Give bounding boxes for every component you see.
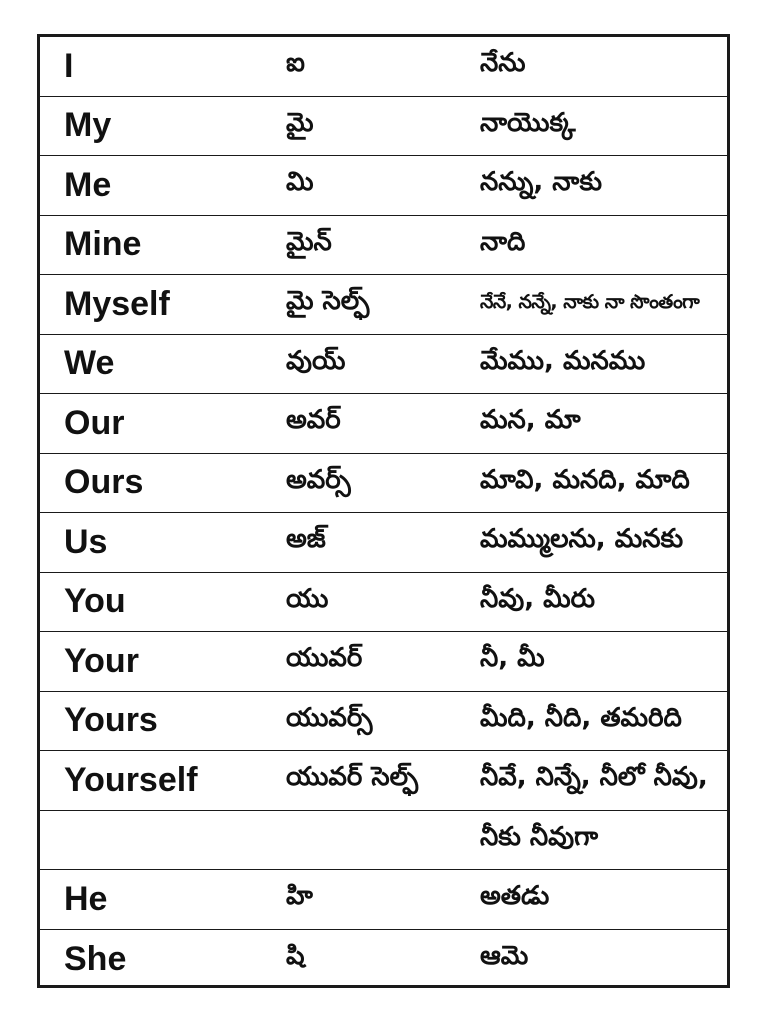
telugu-meaning: అతడు [480,881,550,912]
table-row [40,156,727,216]
telugu-meaning: నీవే, నిన్నే, నీలో నీవు, [480,762,708,793]
telugu-meaning: నాది [480,226,526,257]
telugu-transliteration: మై [286,107,314,138]
english-word: Our [64,403,125,442]
telugu-transliteration: యువర్ [286,643,363,674]
table-row [40,275,727,335]
english-word: Your [64,641,139,680]
table-row [40,811,727,871]
english-word: You [64,582,126,621]
telugu-transliteration: మై సెల్ఫ్ [286,286,370,317]
telugu-transliteration: వుయ్ [286,345,346,376]
english-word: Us [64,522,108,561]
telugu-transliteration: అవర్స్ [286,464,351,495]
telugu-transliteration: షి [286,941,305,972]
english-word: My [64,106,112,145]
telugu-meaning: నీ, మీ [480,643,545,674]
english-word: Myself [64,284,170,323]
table-row [40,751,727,811]
table-row [40,870,727,930]
table-row [40,454,727,514]
english-word: He [64,879,108,918]
english-word: I [64,46,74,85]
telugu-meaning: నీకు నీవుగా [480,821,599,852]
telugu-transliteration: మి [286,167,314,198]
pronoun-table [37,34,730,988]
english-word: Mine [64,225,142,264]
telugu-transliteration: ఐ [286,48,305,79]
telugu-meaning: నాయొక్క [480,107,576,138]
table-row [40,930,727,990]
table-row [40,513,727,573]
table-row [40,692,727,752]
telugu-transliteration: మైన్ [286,226,332,257]
telugu-transliteration: యువర్ సెల్ఫ్ [286,762,419,793]
table-row [40,37,727,97]
telugu-meaning: నీవు, మీరు [480,583,596,614]
telugu-meaning: మన, మా [480,405,581,436]
telugu-transliteration: యు [286,583,329,614]
telugu-meaning: మావి, మనది, మాది [480,464,690,495]
english-word: Ours [64,463,144,502]
telugu-transliteration: అవర్ [286,405,341,436]
telugu-meaning: నేను [480,48,526,79]
telugu-meaning: మీది, నీది, తమరిది [480,702,682,733]
table-row [40,394,727,454]
table-row [40,573,727,633]
english-word: Yours [64,701,158,740]
table-row [40,632,727,692]
telugu-transliteration: అజ్ [286,524,326,555]
telugu-transliteration: యువర్స్ [286,702,373,733]
telugu-meaning: మమ్ములను, మనకు [480,524,684,555]
telugu-meaning: మేము, మనము [480,345,646,376]
telugu-meaning: నేనే, నన్నే, నాకు నా సొంతంగా [480,290,700,313]
telugu-transliteration: హి [286,881,313,912]
english-word: We [64,344,115,383]
telugu-meaning: ఆమె [480,941,529,972]
english-word: Me [64,165,112,204]
telugu-meaning: నన్ను, నాకు [480,167,603,198]
english-word: Yourself [64,760,198,799]
table-row [40,97,727,157]
table-row [40,216,727,276]
table-row [40,335,727,395]
english-word: She [64,939,127,978]
